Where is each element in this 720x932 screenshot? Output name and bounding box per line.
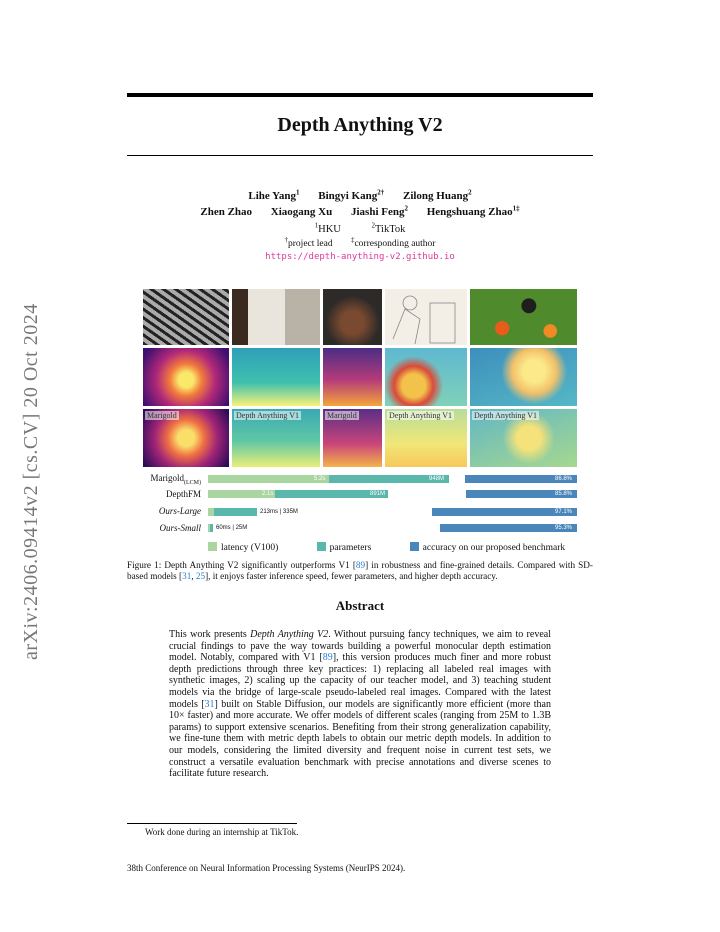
citation-link[interactable]: 89 <box>355 560 366 570</box>
bar-label-latency-depthfm: 2.1s <box>262 491 274 497</box>
figure-image-grid <box>143 289 577 467</box>
affiliations: $^1$HKU $^2$TikTok <box>314 221 406 235</box>
abstract-body: This work presents Depth Anything V2. Without pursuing fancy techniques, we aim to reveal crucial findings to pave the way towards building a powerful monocular depth estimation model. Notably, compared with V1 [89], this version produces much finer and more robust depth predictions through three key practices: 1) replacing all labeled real images with synthetic images, 2) scaling up the capacity of our teacher model, and 3) teaching student models via the bridge of large-scale pseudo-labeled real images. Compared with the latest models [31] built on Stable Diffusion, our models are significantly more efficient (more than 10× faster) and more accurate. We offer models of different scales (ranging from 25M to 1.3B params) to support extensive scenarios. Benefiting from their strong generalization capability, we fine-tune them with metric depth labels to obtain our metric depth models. In addition to our models, considering the limited diversity and frequent noise in current test sets, we construct a versatile evaluation benchmark with precise annotations and diverse scenes to facilitate future research. <box>169 629 551 780</box>
author: Lihe Yang$^1$ <box>248 188 300 202</box>
crowd-depth-baseline: Marigold <box>323 409 382 467</box>
footnote: Work done during an internship at TikTok. <box>145 827 299 837</box>
row-label-depthfm: DepthFM <box>165 489 201 499</box>
author: Bingyi Kang$^{2\dagger}$ <box>318 188 385 202</box>
sketch-depth-ours <box>385 348 467 406</box>
bar-label-params-marigold: 948M <box>429 476 445 482</box>
legend-swatch-latency <box>208 542 217 551</box>
row-label-ours-large: Ours-Large <box>158 506 201 516</box>
project-url-link[interactable]: https://depth-anything-v2.github.io <box>265 252 455 262</box>
bar-label-accuracy-depthfm: 85.8% <box>555 491 573 497</box>
row-label-marigold: Marigold$_{(LCM)}$ <box>150 473 201 486</box>
citation-link[interactable]: 89 <box>322 652 333 664</box>
bar-label-latency-marigold: 5.2s <box>314 476 326 482</box>
title-top-rule <box>127 93 593 97</box>
bar-label-accuracy-ours-small: 95.3% <box>555 525 573 531</box>
butterfly-photo <box>470 289 577 345</box>
bridge-depth-ours <box>143 348 229 406</box>
arxiv-identifier: arXiv:2406.09414v2 [cs.CV] 20 Oct 2024 <box>20 303 42 660</box>
bridge-depth-baseline: Marigold <box>143 409 229 467</box>
bridge-photo <box>143 289 229 345</box>
butterfly-depth-ours <box>470 348 577 406</box>
citation-link[interactable]: 31 <box>204 698 215 710</box>
bar-latency-marigold <box>208 475 329 483</box>
author: Zilong Huang$^2$ <box>402 188 472 202</box>
authors-row-1 <box>127 188 593 202</box>
author: Hengshuang Zhao$^{1\ddagger}$ <box>426 204 520 218</box>
author: Jiashi Feng$^2$ <box>350 204 408 218</box>
citation-link[interactable]: 25 <box>195 571 206 581</box>
bar-label-accuracy-ours-large: 97.1% <box>555 509 573 515</box>
bar-params-ours-small <box>210 524 213 532</box>
bar-label-accuracy-marigold: 86.8% <box>555 476 573 482</box>
chart-legend: latency (V100) parameters accuracy on our proposed benchmark <box>208 542 565 553</box>
bar-params-ours-large <box>214 508 257 516</box>
conference-note: 38th Conference on Neural Information Processing Systems (NeurIPS 2024). <box>127 863 406 873</box>
sketch-depth-baseline: Depth Anything V1 <box>385 409 467 467</box>
citation-link[interactable]: 31 <box>182 571 192 581</box>
figure-caption: Figure 1: Depth Anything V2 significantly outperforms V1 [89] in robustness and fine-grained details. Compared with SD-based models [31, 25], it enjoys faster inference speed, fewer parameters, and higher depth accuracy. <box>127 560 593 581</box>
legend-swatch-accuracy <box>410 542 419 551</box>
crowd-photo <box>323 289 382 345</box>
row-label-ours-small: Ours-Small <box>159 523 201 533</box>
paper-title: Depth Anything V2 <box>277 114 443 136</box>
authors-row-2 <box>127 204 593 218</box>
room-depth-ours <box>232 348 320 406</box>
room-depth-baseline: Depth Anything V1 <box>232 409 320 467</box>
crowd-depth-ours <box>323 348 382 406</box>
room-photo <box>232 289 320 345</box>
bar-label-params-depthfm: 891M <box>370 491 386 497</box>
title-bottom-rule <box>127 155 593 156</box>
author-roles: †project lead ‡corresponding author <box>284 236 436 250</box>
sketch-photo <box>385 289 467 345</box>
abstract-heading: Abstract <box>335 598 385 613</box>
bar-label-ours-large: 213ms | 335M <box>260 509 298 515</box>
footnote-rule <box>127 823 297 824</box>
author: Xiaogang Xu <box>270 205 333 218</box>
legend-swatch-parameters <box>317 542 326 551</box>
author: Zhen Zhao <box>200 205 253 218</box>
butterfly-depth-baseline: Depth Anything V1 <box>470 409 577 467</box>
bar-label-ours-small: 60ms | 25M <box>216 525 248 531</box>
